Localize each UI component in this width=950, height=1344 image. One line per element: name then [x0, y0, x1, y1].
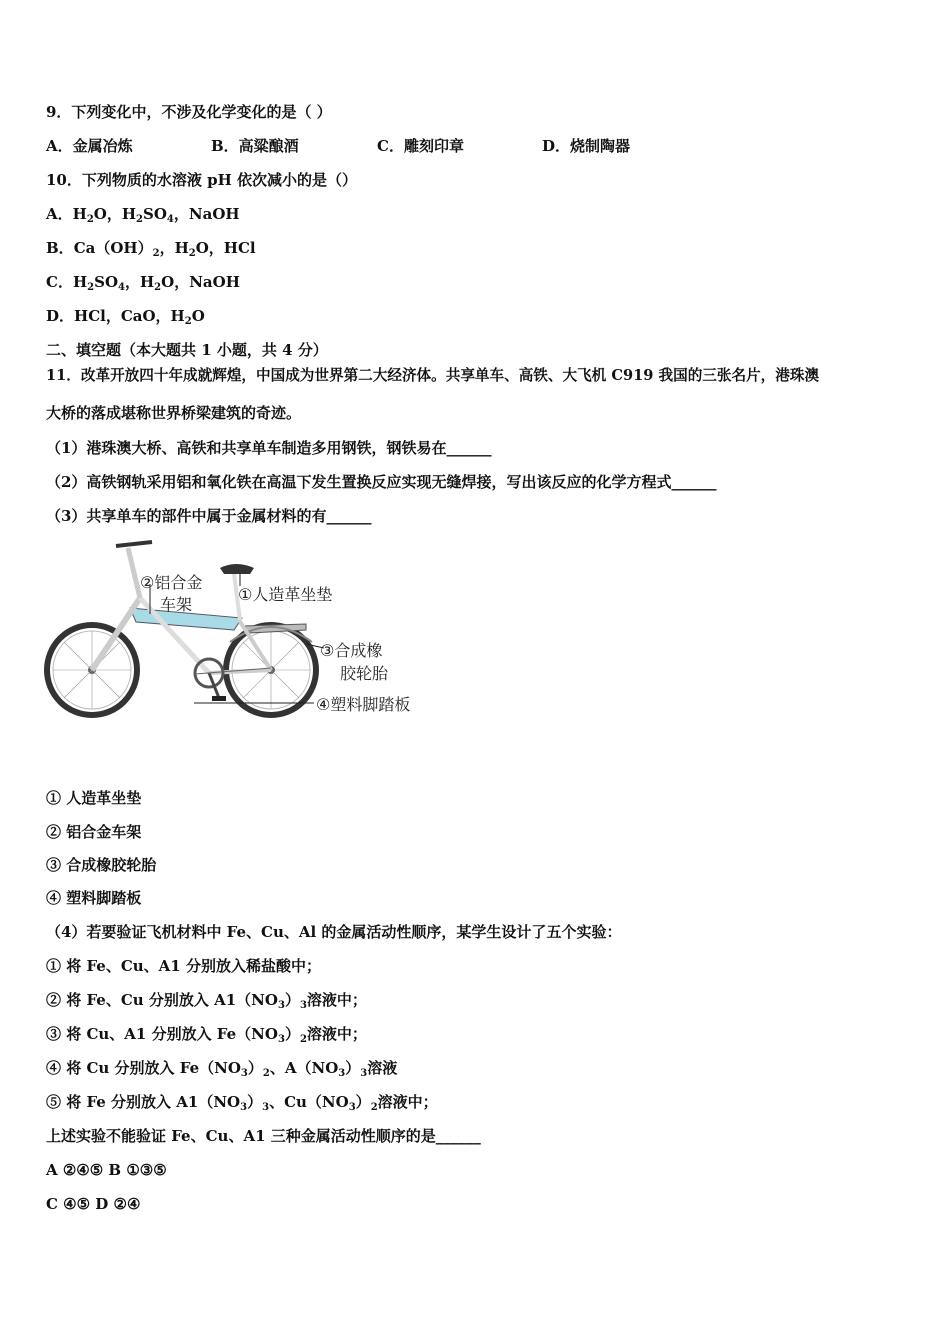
q11-stem-line1: 11．改革开放四十年成就辉煌，中国成为世界第二大经济体。共享单车、高铁、大飞机 C919 我国的三张名片，港珠澳 [46, 367, 820, 384]
bicycle-figure [44, 538, 434, 728]
answer-options-row2: C ④⑤ D ②④ [46, 1195, 141, 1213]
q9-option-c: C．雕刻印章 [377, 137, 464, 155]
q11-part2: （2）高铁钢轨采用铝和氧化铁在高温下发生置换反应实现无缝焊接，写出该反应的化学方程式______ [46, 473, 717, 491]
q9-option-d: D．烧制陶器 [542, 137, 631, 155]
q10-stem: 10．下列物质的水溶液 pH 依次减小的是（） [46, 171, 357, 189]
q11-part3: （3）共享单车的部件中属于金属材料的有______ [46, 507, 372, 525]
label-aluminum-frame-line1: ②铝合金 [140, 573, 203, 592]
q9-stem: 9．下列变化中，不涉及化学变化的是（ ） [46, 103, 332, 121]
choice-2: ② 铝合金车架 [46, 823, 142, 841]
label-aluminum-frame-line2: 车架 [160, 595, 193, 614]
q11-part1: （1）港珠澳大桥、高铁和共享单车制造多用钢铁，钢铁易在______ [46, 439, 492, 457]
q10-option-d: D．HCl，CaO，$H_2O$ [46, 307, 205, 327]
q11-question: 上述实验不能验证 Fe、Cu、A1 三种金属活动性顺序的是______ [46, 1127, 481, 1145]
label-rubber-tire-line2: 胶轮胎 [340, 664, 389, 683]
label-rubber-tire-line1: ③合成橡 [320, 641, 383, 660]
label-plastic-pedal: ④塑料脚踏板 [316, 695, 411, 714]
q10-option-a: A．$H_2O$，$H_2SO_4$，NaOH [46, 205, 240, 225]
label-leather-seat: ①人造革坐垫 [238, 585, 333, 604]
q11-stem-line2: 大桥的落成堪称世界桥梁建筑的奇迹。 [46, 404, 302, 422]
experiment-4: ④ 将 Cu 分别放入 $Fe(NO_3)_2$、$A(NO_3)_3$溶液 [46, 1059, 398, 1079]
q11-part4: （4）若要验证飞机材料中 Fe、Cu、Al 的金属活动性顺序，某学生设计了五个实验： [46, 923, 622, 941]
experiment-2: ② 将 Fe、Cu 分别放入 $A1(NO_3)_3$溶液中； [46, 991, 367, 1011]
q9-option-b: B．高粱酿酒 [211, 137, 299, 155]
q10-option-b: B．$Ca(OH)_2$，$H_2O$，HCl [46, 239, 256, 259]
experiment-1: ① 将 Fe、Cu、A1 分别放入稀盐酸中； [46, 957, 321, 975]
answer-options-row1: A ②④⑤ B ①③⑤ [46, 1161, 167, 1179]
choice-4: ④ 塑料脚踏板 [46, 889, 142, 907]
q10-option-c: C．$H_2SO_4$，$H_2O$，NaOH [46, 273, 240, 293]
experiment-5: ⑤ 将 Fe 分别放入 $A1(NO_3)_3$、$Cu(NO_3)_2$溶液中； [46, 1093, 438, 1113]
choice-1: ① 人造革坐垫 [46, 789, 142, 807]
section-heading: 二、填空题（本大题共 1 小题，共 4 分） [46, 341, 328, 359]
bicycle-frame [92, 542, 271, 701]
q9-option-a: A．金属冶炼 [46, 137, 133, 155]
experiment-3: ③ 将 Cu、A1 分别放入 $Fe(NO_3)_2$溶液中； [46, 1025, 367, 1045]
choice-3: ③ 合成橡胶轮胎 [46, 856, 157, 874]
